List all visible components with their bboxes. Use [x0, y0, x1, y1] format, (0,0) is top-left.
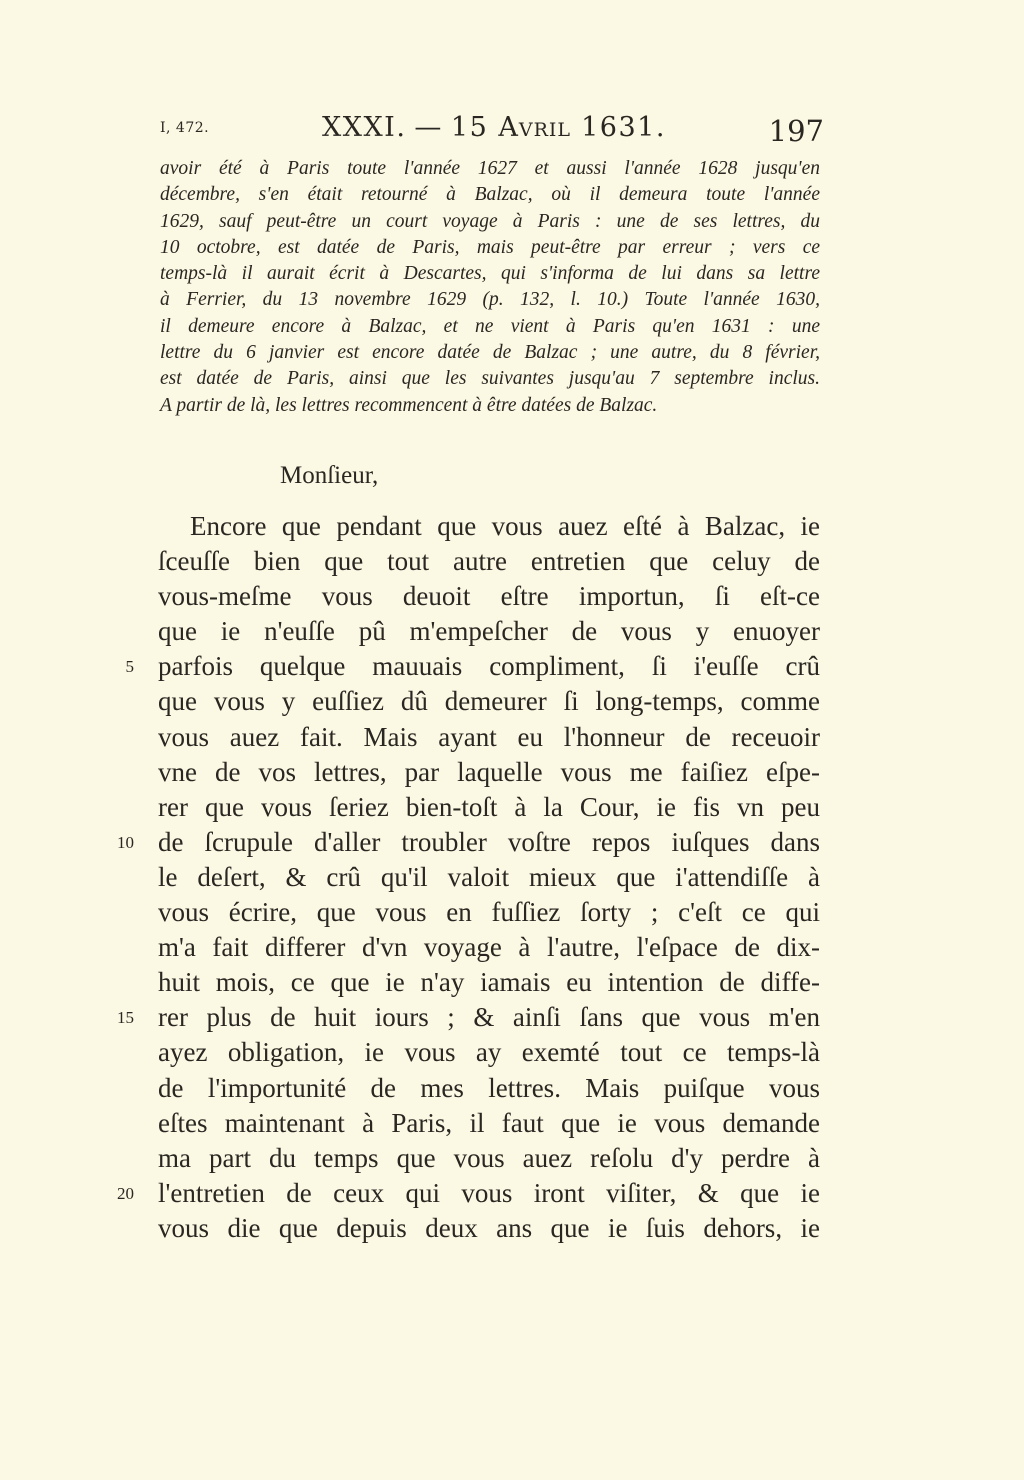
letter-line: [158, 860, 820, 895]
letter-line-text: vous die que depuis deux ans que ie ſuis dehors, ie: [158, 1212, 820, 1243]
letter-line: [158, 1106, 820, 1141]
letter-line: [117, 1000, 820, 1035]
letter-line-text: m'a fait differer d'vn voyage à l'autre, l'eſpace de dix-: [158, 932, 820, 963]
salutation: Monſieur,: [280, 462, 379, 489]
letter-line-text: vous-meſme vous deuoit eſtre importun, ſi eſt-ce: [158, 581, 820, 612]
title-dash: —: [414, 112, 443, 143]
letter-line: [158, 930, 820, 965]
letter-line-text: ma part du temps que vous auez reſolu d'y perdre à: [158, 1142, 820, 1173]
letter-line: [117, 1176, 820, 1211]
letter-title: [322, 112, 666, 143]
editorial-note-line: avoir été à Paris toute l'année 1627 et aussi l'année 1628 jusqu'en: [160, 158, 820, 179]
letter-line-text: ſceuſſe bien que tout autre entretien que celuy de: [158, 546, 820, 577]
line-number: 20: [117, 1183, 134, 1203]
volume-reference: I, 472.: [160, 120, 210, 136]
editorial-note: [160, 156, 820, 419]
letter-line: [158, 755, 820, 790]
editorial-note-line: est datée de Paris, ainsi que les suivantes jusqu'au 7 septembre inclus.: [160, 368, 820, 390]
letter-line-text: Encore que pendant que vous auez eſté à Balzac, ie: [190, 511, 820, 541]
letter-line-text: vne de vos lettres, par laquelle vous me faiſiez eſpe-: [158, 756, 820, 787]
running-header: [0, 112, 1024, 148]
title-day: 15: [450, 112, 489, 143]
letter-line: [158, 1141, 820, 1176]
editorial-note-line: 10 octobre, est datée de Paris, mais peut-être par erreur ; vers ce: [160, 236, 820, 258]
editorial-note-line: il demeure encore à Balzac, et ne vient à Paris qu'en 1631 : une: [160, 315, 820, 337]
letter-line-text: que ie n'euſſe pû m'empeſcher de vous y enuoyer: [158, 616, 820, 647]
letter-line: [158, 579, 820, 614]
letter-line: [158, 720, 820, 755]
editorial-note-line: décembre, s'en était retourné à Balzac, où il demeura toute l'année: [160, 184, 820, 206]
letter-line-text: de ſcrupule d'aller troubler voſtre repos iuſques dans: [158, 826, 820, 857]
letter-line-text: vous écrire, que vous en fuſſiez ſorty ; c'eſt ce qui: [158, 897, 820, 928]
letter-line: [158, 1035, 820, 1070]
letter-line-text: parfois quelque mauuais compliment, ſi i'euſſe crû: [158, 651, 820, 682]
letter-line: [158, 509, 820, 544]
letter-line: [158, 544, 820, 579]
letter-line-text: rer plus de huit iours ; & ainſi ſans que vous m'en: [158, 1002, 820, 1033]
letter-body: [117, 509, 820, 1246]
letter-line: [158, 895, 820, 930]
letter-line: [158, 1071, 820, 1106]
letter-line-text: eſtes maintenant à Paris, il faut que ie vous demande: [158, 1107, 820, 1138]
editorial-note-line: à Ferrier, du 13 novembre 1629 (p. 132, l. 10.) Toute l'année 1630,: [160, 289, 820, 311]
editorial-note-line: 1629, sauf peut-être un court voyage à Paris : une de ses lettres, du: [160, 210, 820, 232]
page-number: 197: [768, 114, 824, 148]
letter-line-text: huit mois, ce que ie n'ay iamais eu intention de diffe-: [158, 967, 820, 998]
letter-line: [158, 790, 820, 825]
letter-line: [158, 1211, 820, 1246]
letter-line-text: l'entretien de ceux qui vous iront viſiter, & que ie: [158, 1177, 820, 1208]
title-year: 1631.: [581, 112, 666, 143]
letter-line-text: que vous y euſſiez dû demeurer ſi long-temps, comme: [158, 686, 820, 717]
letter-line-text: vous auez fait. Mais ayant eu l'honneur de receuoir: [158, 721, 820, 752]
editorial-note-line: lettre du 6 janvier est encore datée de Balzac ; une autre, du 8 février,: [160, 342, 820, 364]
title-roman: XXXI.: [322, 112, 407, 143]
line-number: 5: [125, 657, 134, 677]
line-number: 15: [117, 1008, 134, 1028]
letter-line: [158, 965, 820, 1000]
letter-line-text: de l'importunité de mes lettres. Mais puiſque vous: [158, 1072, 820, 1103]
letter-line: [158, 614, 820, 649]
letter-line: [158, 684, 820, 719]
letter-line-text: rer que vous ſeriez bien-toſt à la Cour, ie fis vn peu: [158, 791, 820, 822]
letter-line: [117, 825, 820, 860]
letter-line-text: le deſert, & crû qu'il valoit mieux que i'attendiſſe à: [158, 861, 820, 892]
editorial-note-line: temps-là il aurait écrit à Descartes, qui s'informa de lui dans sa lettre: [160, 263, 820, 285]
title-month: Avril: [498, 112, 572, 143]
letter-line: [125, 649, 820, 684]
editorial-note-line: A partir de là, les lettres recommencent à être datées de Balzac.: [160, 394, 658, 416]
line-number: 10: [117, 832, 134, 852]
letter-line-text: ayez obligation, ie vous ay exemté tout ce temps-là: [158, 1037, 820, 1068]
